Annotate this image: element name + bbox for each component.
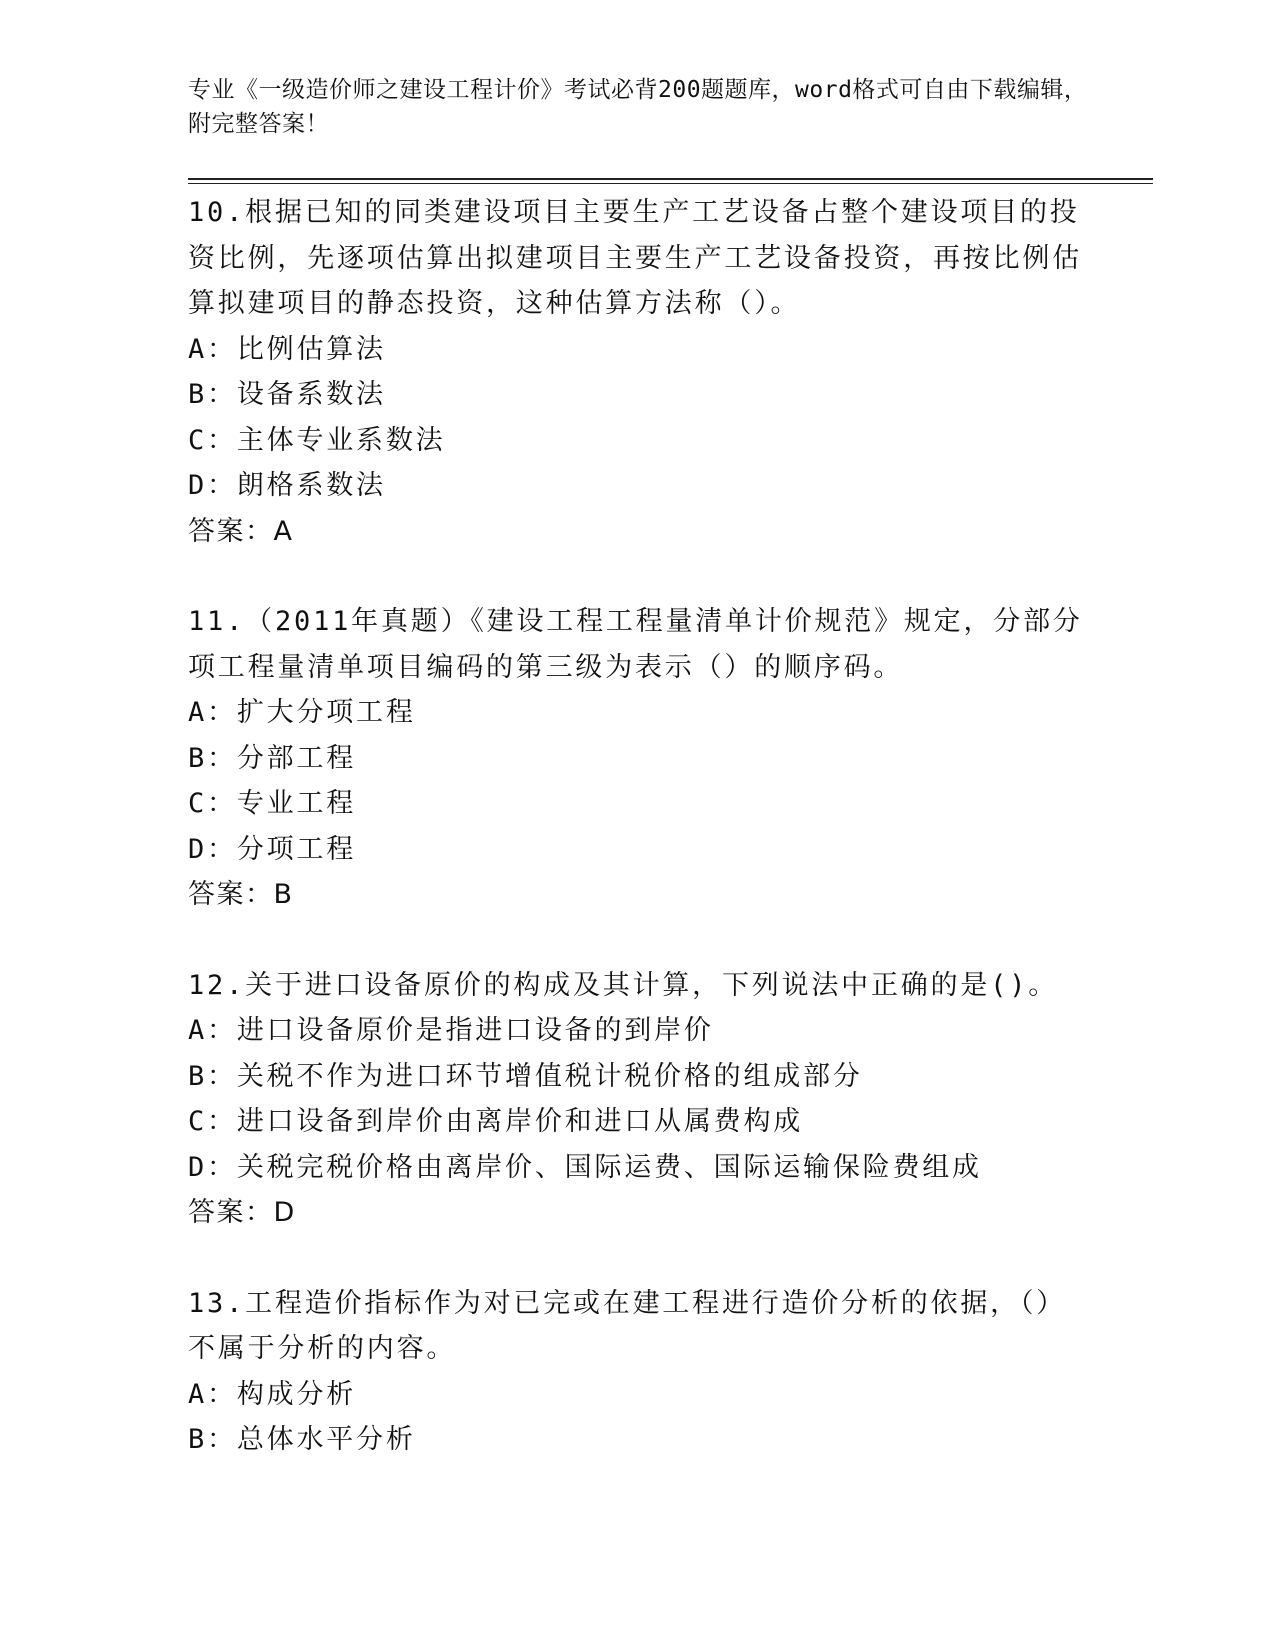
- option-d: D：分项工程: [188, 833, 357, 865]
- document-header: 专业《一级造价师之建设工程计价》考试必背200题题库，word格式可自由下载编辑，附完整答案！: [188, 77, 1088, 137]
- option-b: B：总体水平分析: [188, 1424, 416, 1455]
- question-stem: 11.（2011年真题）《建设工程工程量清单计价规范》规定，分部分项工程量清单项目编码的第三级为表示（）的顺序码。: [188, 606, 1083, 683]
- question-12: [188, 963, 1088, 1236]
- answer-line: 答案：B: [188, 879, 294, 910]
- header-divider-thin: [188, 183, 1153, 184]
- answer-line: 答案：A: [188, 515, 294, 547]
- question-stem: 10.根据已知的同类建设项目主要生产工艺设备占整个建设项目的投资比例，先逐项估算出拟建项目主要生产工艺设备投资，再按比例估算拟建项目的静态投资，这种估算方法称（）。: [188, 197, 1082, 319]
- option-a: A：比例估算法: [188, 333, 386, 365]
- option-d: D：关税完税价格由离岸价、国际运费、国际运输保险费组成: [188, 1151, 982, 1183]
- option-a: A：进口设备原价是指进口设备的到岸价: [188, 1015, 714, 1046]
- option-a: A：扩大分项工程: [188, 697, 416, 728]
- question-13: [188, 1281, 1088, 1463]
- answer-line: 答案：D: [188, 1197, 296, 1228]
- option-c: C：主体专业系数法: [188, 424, 446, 456]
- header-divider-thick: [188, 178, 1153, 180]
- option-a: A：构成分析: [188, 1378, 357, 1410]
- option-c: C：进口设备到岸价由离岸价和进口从属费构成: [188, 1106, 804, 1137]
- question-stem: 12.关于进口设备原价的构成及其计算，下列说法中正确的是()。: [188, 969, 1059, 1001]
- question-10: [188, 190, 1088, 554]
- option-d: D：朗格系数法: [188, 470, 386, 501]
- question-list: [188, 190, 1088, 1508]
- option-b: B：分部工程: [188, 742, 357, 774]
- option-b: B：关税不作为进口环节增值税计税价格的组成部分: [188, 1060, 863, 1092]
- question-stem: 13.工程造价指标作为对已完或在建工程进行造价分析的依据，（）不属于分析的内容。: [188, 1287, 1067, 1364]
- option-b: B：设备系数法: [188, 379, 386, 410]
- question-11: [188, 599, 1088, 918]
- option-c: C：专业工程: [188, 788, 357, 819]
